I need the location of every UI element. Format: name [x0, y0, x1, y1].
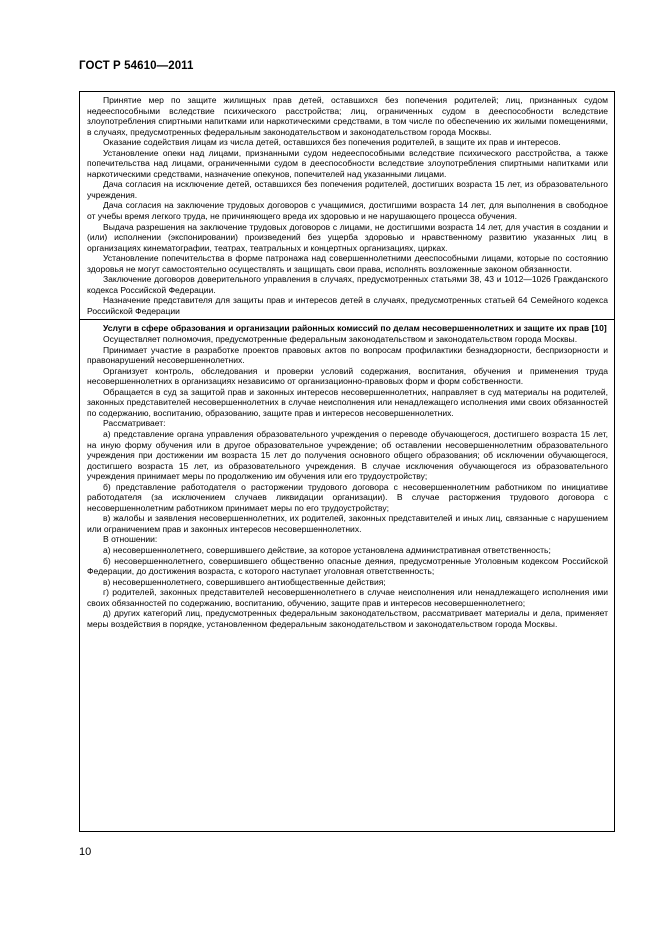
paragraph: Дача согласия на исключение детей, оставшихся без попечения родителей, достигших возраста 15 лет, из образовательного учреждения.	[87, 179, 608, 200]
page-number: 10	[79, 846, 92, 858]
document-header: ГОСТ Р 54610—2011	[79, 60, 194, 72]
paragraph: Рассматривает:	[103, 418, 166, 429]
paragraph: Обращается в суд за защитой прав и законных интересов несовершеннолетних, направляет в суд материалы на родителей, законных представителей несовершеннолетних в случае неисполнения или ненадлежащего исполнения ими своих обязанностей по содержанию, воспитанию, образованию, защите прав и интересов несовершеннолетних.	[87, 386, 608, 418]
paragraph: Дача согласия на заключение трудовых договоров с учащимися, достигшими возраста 14 лет, для выполнения в свободное от учебы время легкого труда, не причиняющего вреда их здоровью и не нарушающего процесса обучения.	[87, 200, 608, 222]
paragraph: г) родителей, законных представителей несовершеннолетнего в случае неисполнения или ненадлежащего исполнения ими своих обязанностей по содержанию, воспитанию, обучению, защите прав и интересов несовершеннолетнего;	[87, 587, 608, 608]
paragraph: д) других категорий лиц, предусмотренных федеральным законодательством, рассматривает материалы и дела, применяет меры воздействия в порядке, установленном федеральным законодательством и законодательством города Москвы.	[87, 608, 608, 629]
paragraph: Оказание содействия лицам из числа детей, оставшихся без попечения родителей, в защите их прав и интересов.	[103, 137, 561, 148]
paragraph: Назначение представителя для защиты прав и интересов детей в случаях, предусмотренных статьей 64 Семейного кодекса Российской Федерации	[87, 295, 608, 316]
paragraph: а) представление органа управления образовательного учреждения о переводе обучающегося, достигшего возраста 15 лет, на иную форму обучения или в другое образовательное учреждение; об оставлении несовершеннолетним образовательного учреждения при достижении им возраста 15 лет до получения основного общего образования; об исключении обучающегося, достигшего возраста 15 лет, из образовательного учреждения. В случае исключения обучающегося из образовательного учреждения принимает меры по продолжению им обучения или его трудоустройству;	[87, 428, 608, 482]
paragraph: Выдача разрешения на заключение трудовых договоров с лицами, не достигшими возраста 14 лет, для участия в создании и (или) исполнении (экспонировании) произведений без ущерба здоровью и нравственному развитию указанных лиц в организациях кинематографии, театрах, театральных и концертных организациях, цирках.	[87, 221, 608, 253]
section-title: Услуги в сфере образования и организации районных комиссий по делам несовершеннолетних и защите их прав [10]	[103, 323, 607, 334]
section-education-services	[80, 319, 614, 632]
paragraph: Заключение договоров доверительного управления в случаях, предусмотренных статьями 38, 43 и 1012—1026 Гражданского кодекса Российской Федерации.	[87, 274, 608, 295]
paragraph: Принимает участие в разработке проектов правовых актов по вопросам профилактики безнадзорности, беспризорности и правонарушений несовершеннолетних.	[87, 344, 608, 366]
paragraph: в) несовершеннолетнего, совершившего антиобщественные действия;	[103, 576, 386, 587]
paragraph: В отношении:	[103, 534, 158, 545]
paragraph: Осуществляет полномочия, предусмотренные федеральным законодательством и законодательством города Москвы.	[103, 334, 578, 345]
content-table	[79, 91, 615, 832]
paragraph: Организует контроль, обследования и проверки условий содержания, воспитания, обучения и применения труда несовершеннолетних в организациях независимо от организационно-правовых форм и форм собственности.	[87, 365, 608, 387]
paragraph: б) представление работодателя о расторжении трудового договора с несовершеннолетним работником по инициативе работодателя (за исключением случаев ликвидации организации). В случае расторжения трудового договора с несовершеннолетним работником принимает меры по его трудоустройству;	[87, 481, 608, 513]
paragraph: Принятие мер по защите жилищных прав детей, оставшихся без попечения родителей; лиц, признанных судом недееспособными вследствие психического расстройства; лиц, ограниченных судом в дееспособности вследствие злоупотребления спиртными напитками или наркотическими средствами, в том числе по обеспечению их жилыми помещениями, в случаях, предусмотренных федеральным законодательством и законодательством города Москвы.	[87, 95, 608, 137]
paragraph: Установление опеки над лицами, признанными судом недееспособными вследствие психического расстройства, а также попечительства над лицами, ограниченными судом в дееспособности вследствие злоупотребления спиртными напитками или наркотическими средствами, назначение опекунов, попечителей над указанными лицами.	[87, 147, 608, 179]
paragraph: Установление попечительства в форме патронажа над совершеннолетними дееспособными лицами, которые по состоянию здоровья не могут самостоятельно осуществлять и защищать свои права, исполнять возложенные законом обязанности.	[87, 253, 608, 274]
paragraph: в) жалобы и заявления несовершеннолетних, их родителей, законных представителей и иных лиц, связанные с нарушением или ограничением прав и законных интересов несовершеннолетних.	[87, 513, 608, 534]
paragraph: б) несовершеннолетнего, совершившего общественно опасные деяния, предусмотренные Уголовным кодексом Российской Федерации, до достижения возраста, с которого наступает уголовная ответственность;	[87, 555, 608, 577]
paragraph: а) несовершеннолетнего, совершившего действие, за которое установлена административная ответственность;	[103, 544, 551, 555]
section-guardianship	[80, 92, 614, 319]
